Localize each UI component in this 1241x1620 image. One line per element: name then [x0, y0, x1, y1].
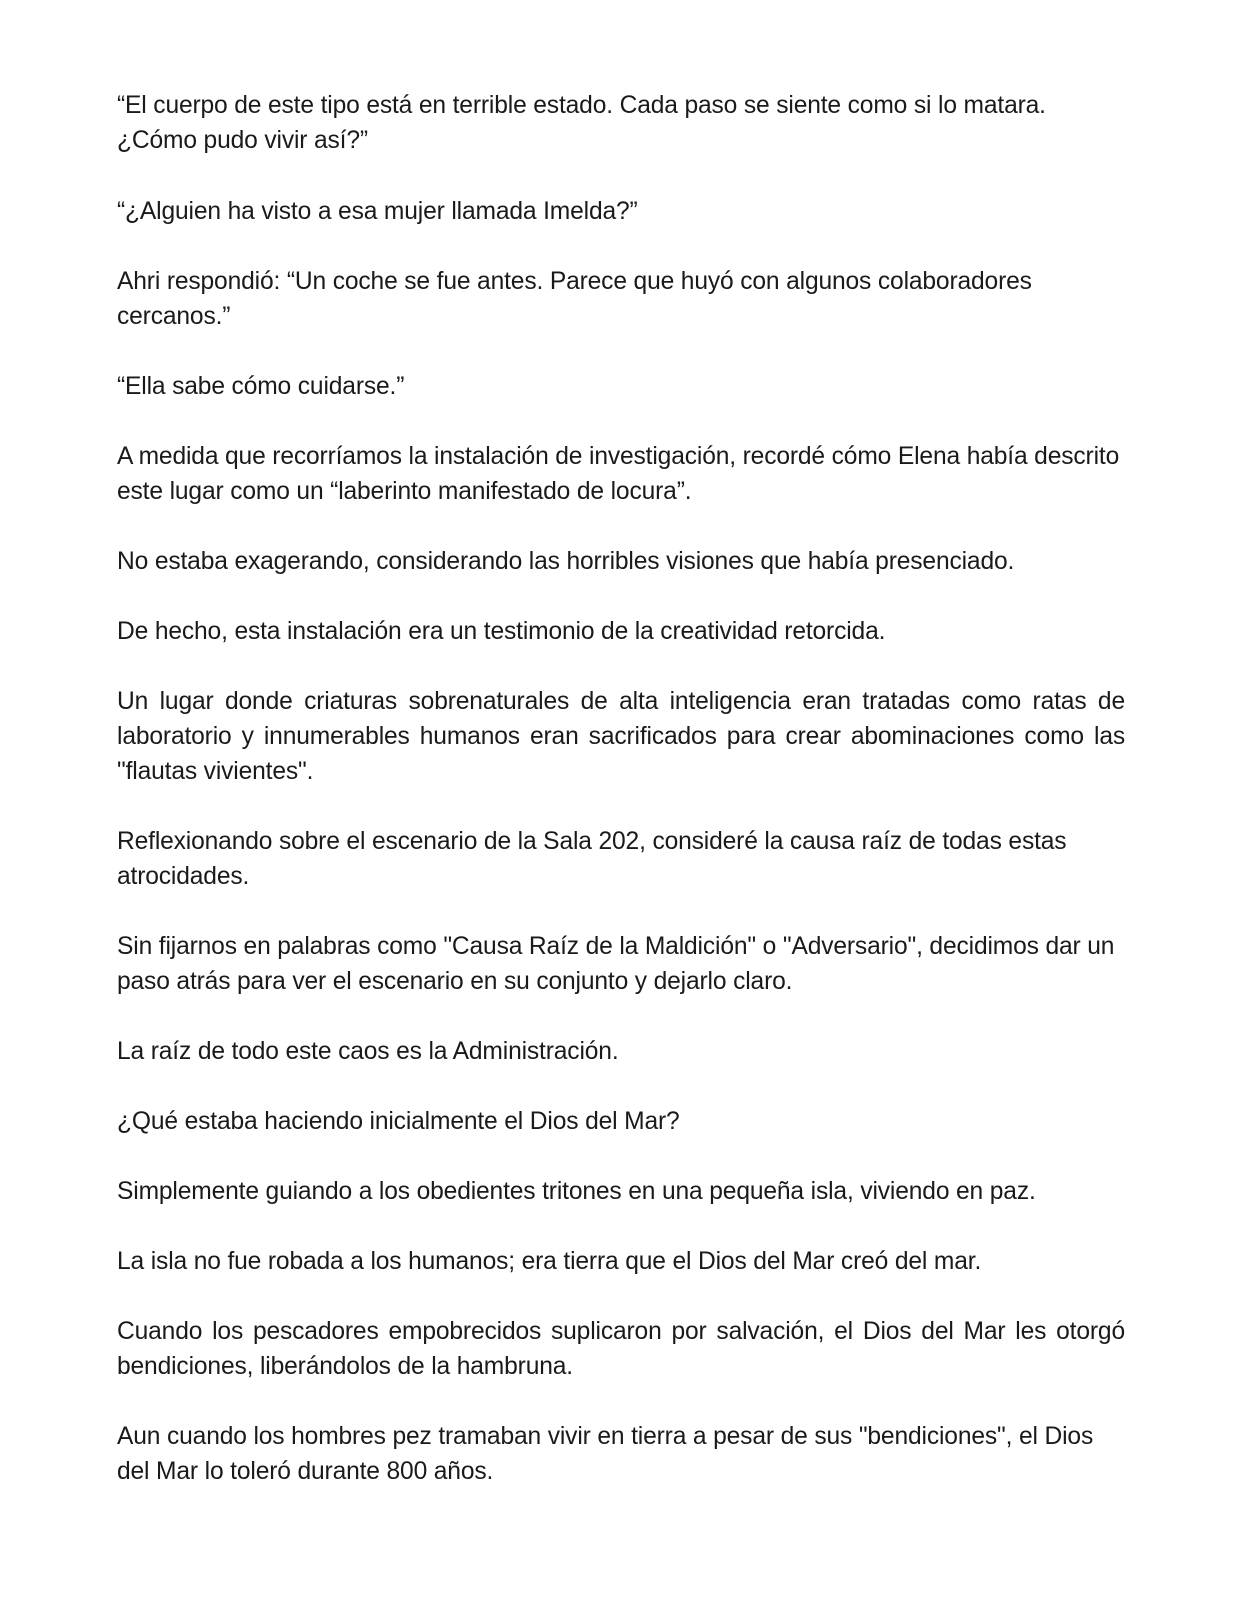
paragraph: “¿Alguien ha visto a esa mujer llamada Imelda?”: [117, 198, 638, 225]
paragraph: Ahri respondió: “Un coche se fue antes. Parece que huyó con algunos colaboradores cercanos.”: [117, 268, 1032, 330]
paragraph: Sin fijarnos en palabras como "Causa Raíz de la Maldición" o "Adversario", decidimos dar un paso atrás para ver el escenario en su conjunto y dejarlo claro.: [117, 933, 1115, 995]
paragraph: Reflexionando sobre el escenario de la Sala 202, consideré la causa raíz de todas estas atrocidades.: [117, 828, 1067, 890]
paragraph: Simplemente guiando a los obedientes tritones en una pequeña isla, viviendo en paz.: [117, 1178, 1036, 1205]
paragraph: De hecho, esta instalación era un testimonio de la creatividad retorcida.: [117, 618, 886, 645]
paragraph: Aun cuando los hombres pez tramaban vivir en tierra a pesar de sus "bendiciones", el Dios del Mar lo toleró durante 800 años.: [117, 1423, 1094, 1485]
paragraph: “Ella sabe cómo cuidarse.”: [117, 373, 405, 400]
paragraph: “El cuerpo de este tipo está en terrible estado. Cada paso se siente como si lo matara. ¿Cómo pudo vivir así?”: [117, 92, 1046, 154]
paragraph: La isla no fue robada a los humanos; era tierra que el Dios del Mar creó del mar.: [117, 1248, 982, 1275]
paragraph: Un lugar donde criaturas sobrenaturales de alta inteligencia eran tratadas como ratas de laboratorio y innumerables humanos eran sacrificados para crear abominaciones como las "flautas vivientes".: [117, 688, 1125, 785]
paragraph: No estaba exagerando, considerando las horribles visiones que había presenciado.: [117, 548, 1015, 575]
paragraph: A medida que recorríamos la instalación de investigación, recordé cómo Elena había descrito este lugar como un “laberinto manifestado de locura”.: [117, 443, 1120, 505]
paragraph: ¿Qué estaba haciendo inicialmente el Dios del Mar?: [117, 1108, 680, 1135]
paragraph: Cuando los pescadores empobrecidos suplicaron por salvación, el Dios del Mar les otorgó bendiciones, liberándolos de la hambruna.: [117, 1318, 1125, 1380]
document-body: [117, 88, 1125, 1524]
paragraph: La raíz de todo este caos es la Administración.: [117, 1038, 619, 1065]
